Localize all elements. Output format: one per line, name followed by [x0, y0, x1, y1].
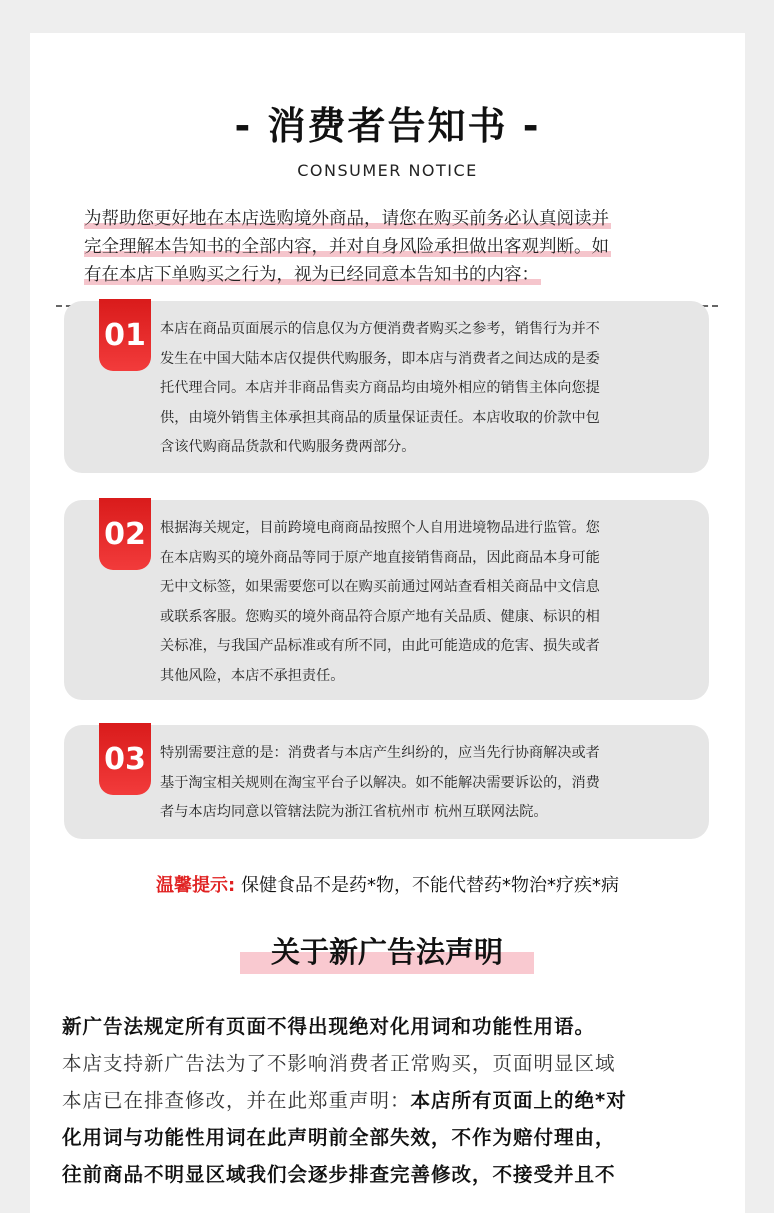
item-line: 关标准，与我国产品标准或有所不同，由此可能造成的危害、损失或者	[160, 638, 600, 654]
law-line: 化用词与功能性用词在此声明前全部失效，不作为赔付理由，	[62, 1126, 616, 1149]
item-line: 本店在商品页面展示的信息仅为方便消费者购买之参考，销售行为并不	[160, 321, 600, 337]
item-text	[160, 514, 688, 691]
intro-line: 完全理解本告知书的全部内容，并对自身风险承担做出客观判断。如	[84, 237, 609, 257]
item-line: 在本店购买的境外商品等同于原产地直接销售商品，因此商品本身可能	[160, 549, 600, 566]
item-line: 发生在中国大陆本店仅提供代购服务，即本店与消费者之间达成的是委	[160, 350, 600, 367]
law-line: 新广告法规定所有页面不得出现绝对化用词和功能性用语。	[62, 1015, 596, 1038]
page-title: - 消费者告知书 -	[234, 104, 541, 148]
item-line: 含该代购商品货款和代购服务费两部分。	[160, 439, 416, 455]
item-text	[160, 315, 688, 463]
item-line: 根据海关规定，目前跨境电商商品按照个人自用进境物品进行监管。您	[160, 520, 600, 536]
item-line: 托代理合同。本店并非商品售卖方商品均由境外相应的销售主体向您提	[160, 380, 600, 396]
law-line-bold: 本店所有页面上的绝*对	[410, 1089, 627, 1112]
notice-card	[30, 33, 745, 1213]
item-line: 或联系客服。您购买的境外商品符合原产地有关品质、健康、标识的相	[160, 608, 600, 625]
notice-item-03	[64, 725, 709, 839]
item-line: 其他风险，本店不承担责任。	[160, 667, 345, 684]
item-number-badge: 02	[99, 498, 151, 570]
item-line: 特别需要注意的是：消费者与本店产生纠纷的，应当先行协商解决或者	[160, 745, 600, 761]
notice-item-01	[64, 301, 709, 473]
item-number-badge: 03	[99, 723, 151, 795]
notice-item-02	[64, 500, 709, 700]
intro-line: 为帮助您更好地在本店选购境外商品，请您在购买前务必认真阅读并	[84, 209, 609, 229]
intro-line: 有在本店下单购买之行为，视为已经同意本告知书的内容：	[84, 265, 539, 285]
item-line: 供，由境外销售主体承担其商品的质量保证责任。本店收取的价款中包	[160, 409, 600, 426]
ad-law-heading	[240, 930, 534, 972]
item-line: 者与本店均同意以管辖法院为浙江省杭州市 杭州互联网法院。	[160, 804, 548, 820]
page-subtitle: CONSUMER NOTICE	[297, 161, 478, 180]
item-line: 基于淘宝相关规则在淘宝平台子以解决。如不能解决需要诉讼的，消费	[160, 774, 600, 791]
ad-law-heading-text: 关于新广告法声明	[270, 935, 503, 969]
tip-label: 温馨提示:	[156, 875, 236, 896]
law-line-normal: 本店已在排查修改，并在此郑重声明：	[62, 1089, 411, 1112]
tip-text: 保健食品不是药*物，不能代替药*物治*疗疾*病	[235, 875, 619, 896]
intro-paragraph	[84, 205, 704, 289]
law-line: 本店支持新广告法为了不影响消费者正常购买，页面明显区域	[62, 1052, 616, 1075]
item-line: 无中文标签，如果需要您可以在购买前通过网站查看相关商品中文信息	[160, 579, 600, 595]
ad-law-statement	[62, 1008, 722, 1193]
law-line: 往前商品不明显区域我们会逐步排查完善修改，不接受并且不	[62, 1163, 616, 1186]
health-tip	[30, 871, 745, 897]
item-text	[160, 739, 688, 828]
item-number-badge: 01	[99, 299, 151, 371]
